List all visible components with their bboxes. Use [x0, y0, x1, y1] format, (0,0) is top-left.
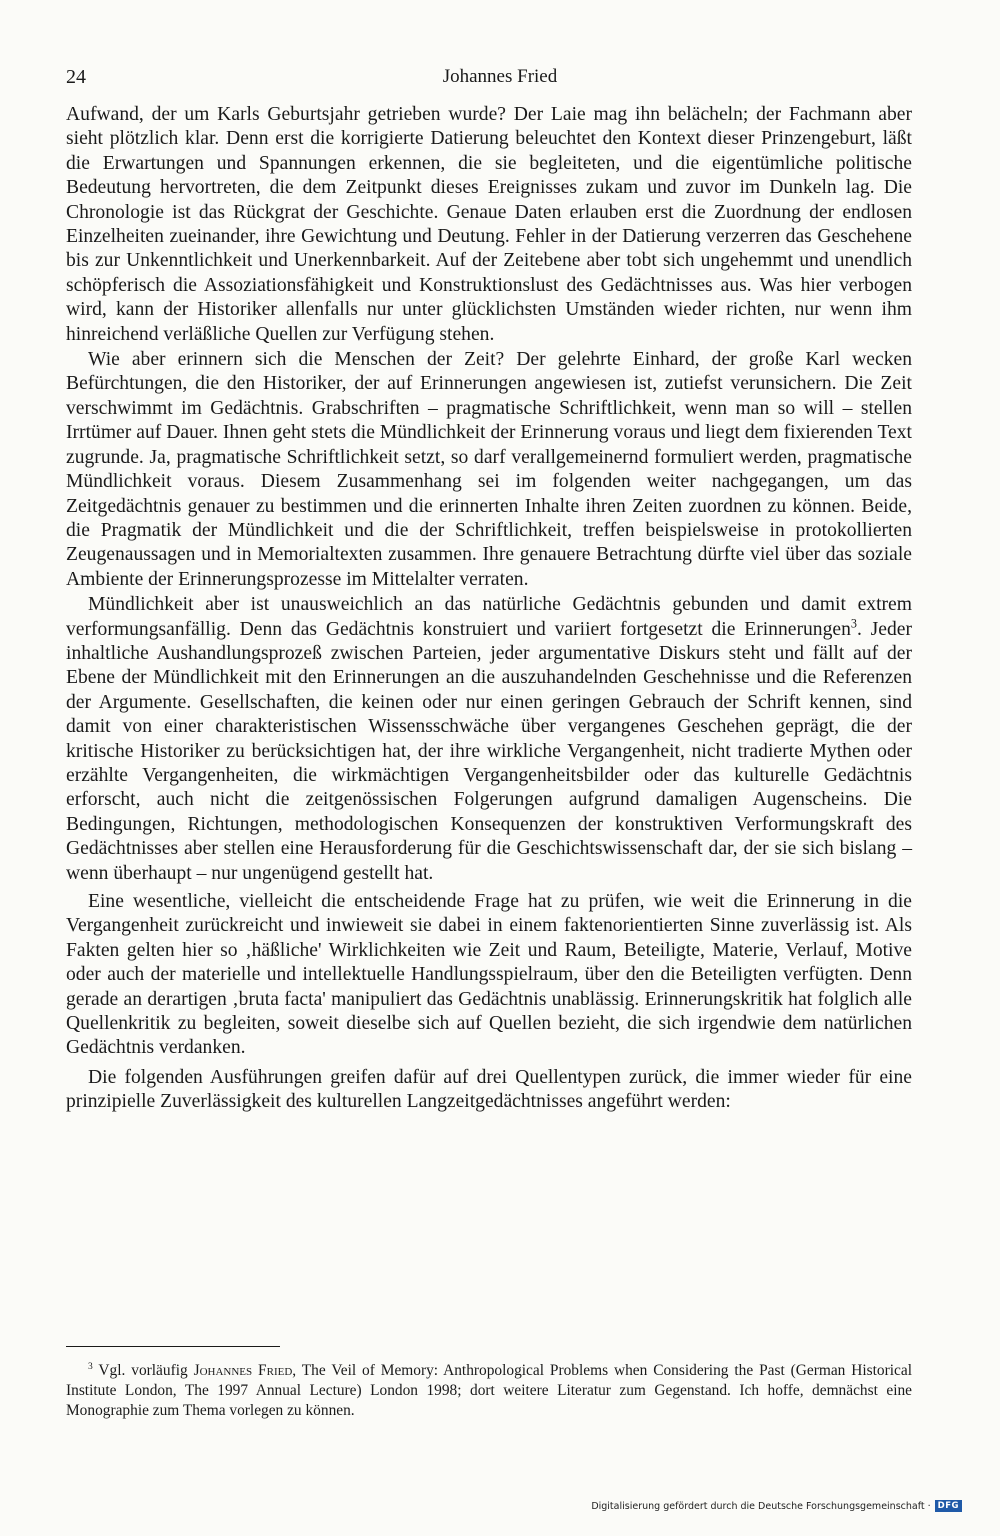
- footnote-text: , The Veil of Memory: Anthropological Problems when Considering the Past (German Historical Institute London, The 1997 Annual Lecture) London 1998; dort weitere Literatur zum Gegenstand. Ich hoffe, demnächst eine Monographie zum Thema vorlegen zu können.: [66, 1362, 912, 1419]
- paragraph-3-part-2: . Jeder inhaltliche Aushandlungsprozeß zwischen Parteien, jeder argumentative Diskurs steht und fällt auf der Ebene der Mündlichkeit mit den Erinnerungen an die auszuhandelnden Geschehnisse und die Referenzen der Argumente. Gesellschaften, die keinen oder nur einen geringen Gebrauch der Schrift kennen, sind damit von einer charakteristischen Wissensschwäche über vergangenes Geschehen geprägt, die der kritische Historiker zu berücksichtigen hat, der ihre wirkliche Vergangenheit, nicht tradierte Mythen oder erzählte Vergangenheiten, die wirkmächtigen Vergangenheitsbilder oder das kulturelle Gedächtnis erforscht, auch nicht die zeitgenössischen Folgerungen aufgrund damaligen Augenscheins. Die Bedingungen, Richtungen, methodologischen Konsequenzen der konstruktiven Verformungskraft des Gedächtnisses aber stellen eine Herausforderung für die Geschichtswissenschaft dar, der sie sich bislang – wenn überhaupt – nur ungenügend gestellt hat.: [66, 618, 912, 884]
- footnote-prefix: Vgl. vorläufig: [98, 1362, 188, 1379]
- digitization-credit: [591, 1500, 962, 1512]
- footnote-divider: [66, 1346, 280, 1347]
- footnote-marker: 3: [88, 1360, 93, 1372]
- page-number: 24: [66, 66, 86, 88]
- paragraph-3: [66, 593, 912, 886]
- running-title: Johannes Fried: [442, 66, 558, 87]
- main-text: [66, 103, 912, 1115]
- footnote: [66, 1361, 912, 1421]
- paragraph-3-part-1: Mündlichkeit aber ist unausweichlich an das natürliche Gedächtnis gebunden und damit extrem verformungsanfällig. Denn das Gedächtnis konstruiert und variiert fortgesetzt die Erinnerungen: [66, 594, 912, 640]
- footnote-reference: 3: [850, 616, 857, 630]
- paragraph-5: Die folgenden Ausführungen greifen dafür auf drei Quellentypen zurück, die immer wieder für eine prinzipielle Zuverlässigkeit des kulturellen Langzeitgedächtnisses angeführt werden:: [66, 1066, 912, 1113]
- paragraph-2: Wie aber erinnern sich die Menschen der Zeit? Der gelehrte Einhard, der große Karl wecken Befürchtungen, die den Historiker, der auf Erinnerungen angewiesen ist, zutiefst verunsichern. Die Zeit verschwimmt im Gedächtnis. Grabschriften – pragmatische Schriftlichkeit, wenn man so will – stellen Irrtümer auf Dauer. Ihnen geht stets die Mündlichkeit der Erinnerung voraus und liegt dem fixierenden Text zugrunde. Ja, pragmatische Schriftlichkeit setzt, so darf verallgemeinernd formuliert werden, pragmatische Mündlichkeit voraus. Diesem Zusammenhang sei im folgenden weiter nachgegangen, um das Zeitgedächtnis genauer zu bestimmen und die erinnerten Inhalte ihren Zeiten zuordnen zu können. Beide, die Pragmatik der Mündlichkeit und die der Schriftlichkeit, treffen beispielsweise in protokollierten Zeugenaussagen und in Memorialtexten zusammen. Ihre genauere Betrachtung dürfte viel über das soziale Ambiente der Erinnerungsprozesse im Mittelalter verraten.: [66, 349, 912, 590]
- paragraph-4: Eine wesentliche, vielleicht die entscheidende Frage hat zu prüfen, wie weit die Erinnerung in die Vergangenheit zurückreicht und inwieweit sie dabei in einem faktenorientierten Sinne zuverlässig ist. Als Fakten gelten hier so ‚häßliche' Wirklichkeiten wie Zeit und Raum, Beteiligte, Materie, Verlauf, Motive oder auch der materielle und intellektuelle Handlungsspielraum, über den die Beteiligten verfügten. Denn gerade an derartigen ‚bruta facta' manipuliert das Gedächtnis unablässig. Erinnerungskritik hat folglich alle Quellenkritik zu begleiten, soweit dieselbe sich auf Quellen bezieht, die sich irgendwie dem natürlichen Gedächtnis verdanken.: [66, 891, 912, 1059]
- digitization-credit-text: Digitalisierung gefördert durch die Deutsche Forschungsgemeinschaft ·: [591, 1500, 931, 1512]
- dfg-logo: DFG: [935, 1500, 962, 1512]
- footnote-author: Johannes Fried: [193, 1362, 293, 1379]
- paragraph-1: Aufwand, der um Karls Geburtsjahr getrieben wurde? Der Laie mag ihn belächeln; der Fachmann aber sieht plötzlich klar. Denn erst die korrigierte Datierung beleuchtet den Kontext dieser Prinzengeburt, läßt die Erwartungen und Spannungen erkennen, die sie begleiteten, und die eigentümliche politische Bedeutung hervortreten, die dem Zeitpunkt dieses Ereignisses zukam und zuvor im Dunkeln lag. Die Chronologie ist das Rückgrat der Geschichte. Genaue Daten erlauben erst die Zuordnung der endlosen Einzelheiten zueinander, ihre Gewichtung und Deutung. Fehler in der Datierung verzerren das Geschehene bis zur Unkenntlichkeit und Unerkennbarkeit. Auf der Zeitebene aber tobt sich ungehemmt und unendlich schöpferisch die Assoziationsfähigkeit und Konstruktionslust des Gedächtnisses aus. Was hier verbogen wird, kann der Historiker allenfalls nur unter glücklichsten Umständen wieder richten, nur wenn ihm hinreichend verläßliche Quellen zur Verfügung stehen.: [66, 104, 912, 345]
